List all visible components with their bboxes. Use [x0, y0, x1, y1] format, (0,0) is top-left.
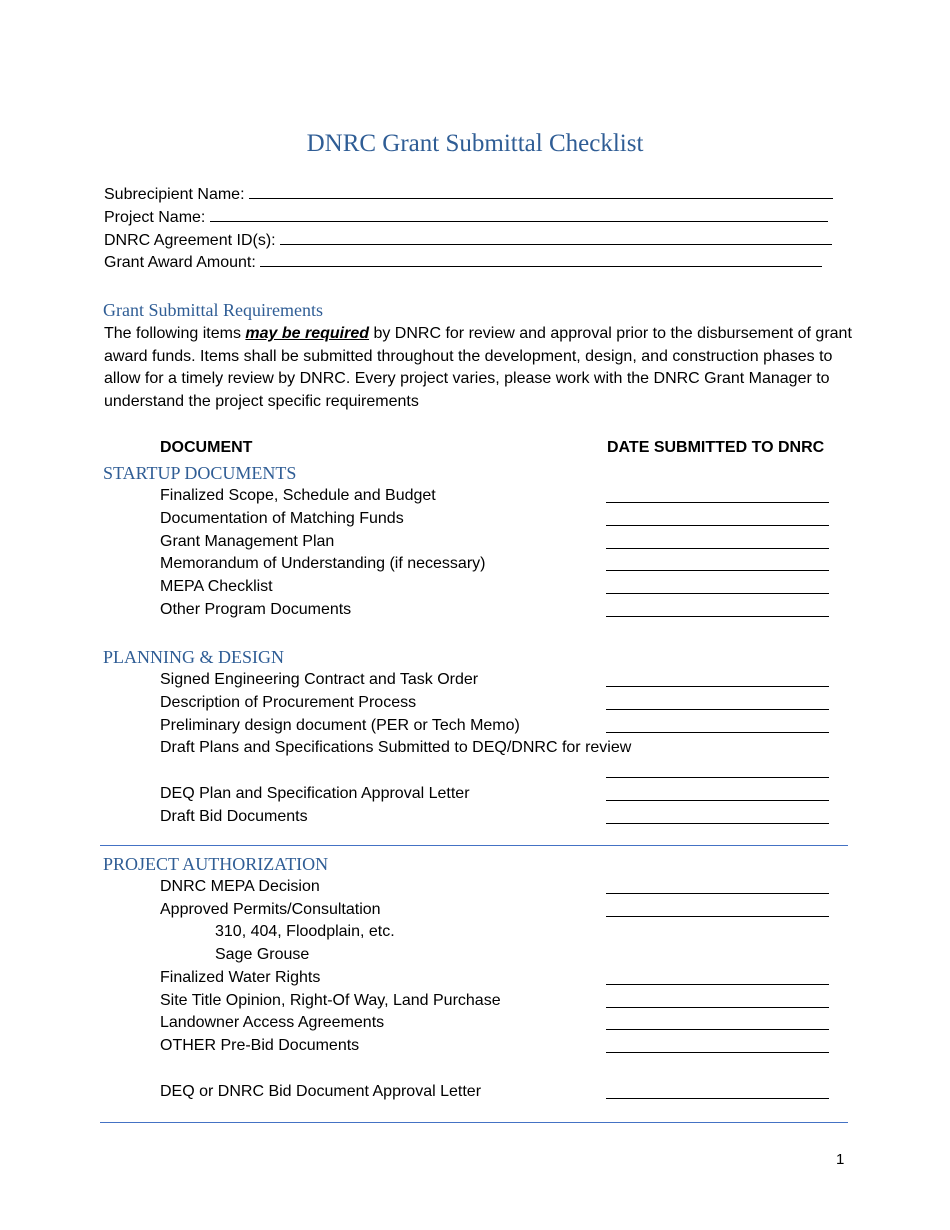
checklist-item: Draft Bid Documents — [160, 808, 308, 825]
checklist-item: Memorandum of Understanding (if necessary) — [160, 555, 486, 572]
section-divider — [100, 845, 848, 846]
date-blank[interactable] — [606, 525, 829, 526]
date-blank[interactable] — [606, 686, 829, 687]
date-blank[interactable] — [606, 984, 829, 985]
date-blank[interactable] — [606, 916, 829, 917]
page-title: DNRC Grant Submittal Checklist — [306, 130, 644, 157]
paragraph-text-end: by DNRC for review and approval prior to the disbursement of grant award funds. Items shall be submitted throughout the development, design, and construction phases to allow for a timely review by DNRC. Every project varies, please work with the DNRC Grant Manager to understand the project specific requirements — [104, 325, 852, 411]
checklist-item: MEPA Checklist — [160, 578, 273, 595]
project-name-label: Project Name: — [104, 209, 206, 226]
date-blank[interactable] — [606, 616, 829, 617]
paragraph-emphasis: may be required — [245, 325, 369, 342]
checklist-item: Site Title Opinion, Right-Of Way, Land Purchase — [160, 992, 501, 1009]
startup-heading: STARTUP DOCUMENTS — [103, 463, 297, 483]
checklist-item: Description of Procurement Process — [160, 694, 417, 711]
agreement-id-field — [104, 230, 832, 251]
checklist-item: OTHER Pre-Bid Documents — [160, 1037, 360, 1054]
award-amount-label: Grant Award Amount: — [104, 254, 256, 271]
section-divider — [100, 1122, 848, 1123]
checklist-sub-item: 310, 404, Floodplain, etc. — [215, 923, 395, 940]
requirements-paragraph — [104, 323, 864, 414]
agreement-id-blank[interactable] — [280, 230, 832, 245]
project-name-blank[interactable] — [210, 207, 828, 222]
checklist-item: Finalized Scope, Schedule and Budget — [160, 487, 436, 504]
date-blank[interactable] — [606, 1007, 829, 1008]
date-blank[interactable] — [606, 777, 829, 778]
date-blank[interactable] — [606, 570, 829, 571]
date-blank[interactable] — [606, 800, 829, 801]
subrecipient-blank[interactable] — [249, 184, 833, 199]
agreement-id-label: DNRC Agreement ID(s): — [104, 232, 276, 249]
subrecipient-label: Subrecipient Name: — [104, 186, 245, 203]
date-blank[interactable] — [606, 893, 829, 894]
date-blank[interactable] — [606, 1029, 829, 1030]
date-blank[interactable] — [606, 823, 829, 824]
subrecipient-field — [104, 184, 833, 205]
checklist-item: Signed Engineering Contract and Task Order — [160, 671, 479, 688]
date-column-header: DATE SUBMITTED TO DNRC — [607, 439, 825, 456]
checklist-item: Draft Plans and Specifications Submitted to DEQ/DNRC for review — [160, 739, 632, 756]
paragraph-text-start: The following items — [104, 325, 246, 342]
checklist-item: Approved Permits/Consultation — [160, 901, 381, 918]
date-blank[interactable] — [606, 593, 829, 594]
checklist-item: DEQ Plan and Specification Approval Letter — [160, 785, 470, 802]
date-blank[interactable] — [606, 1052, 829, 1053]
checklist-sub-item: Sage Grouse — [215, 946, 310, 963]
planning-heading: PLANNING & DESIGN — [103, 647, 284, 667]
award-amount-blank[interactable] — [260, 252, 822, 267]
date-blank[interactable] — [606, 548, 829, 549]
project-name-field — [104, 207, 828, 228]
document-column-header: DOCUMENT — [160, 439, 253, 456]
date-blank[interactable] — [606, 709, 829, 710]
checklist-item: Finalized Water Rights — [160, 969, 321, 986]
checklist-item: DNRC MEPA Decision — [160, 878, 320, 895]
date-blank[interactable] — [606, 502, 829, 503]
checklist-item: Other Program Documents — [160, 601, 352, 618]
checklist-item: DEQ or DNRC Bid Document Approval Letter — [160, 1083, 482, 1100]
checklist-item: Documentation of Matching Funds — [160, 510, 404, 527]
date-blank[interactable] — [606, 732, 829, 733]
checklist-item: Preliminary design document (PER or Tech Memo) — [160, 717, 520, 734]
authorization-heading: PROJECT AUTHORIZATION — [103, 854, 329, 874]
date-blank[interactable] — [606, 1098, 829, 1099]
checklist-item: Landowner Access Agreements — [160, 1014, 385, 1031]
page-number: 1 — [836, 1151, 845, 1168]
requirements-heading: Grant Submittal Requirements — [103, 300, 323, 320]
checklist-item: Grant Management Plan — [160, 533, 335, 550]
award-amount-field — [104, 252, 822, 273]
